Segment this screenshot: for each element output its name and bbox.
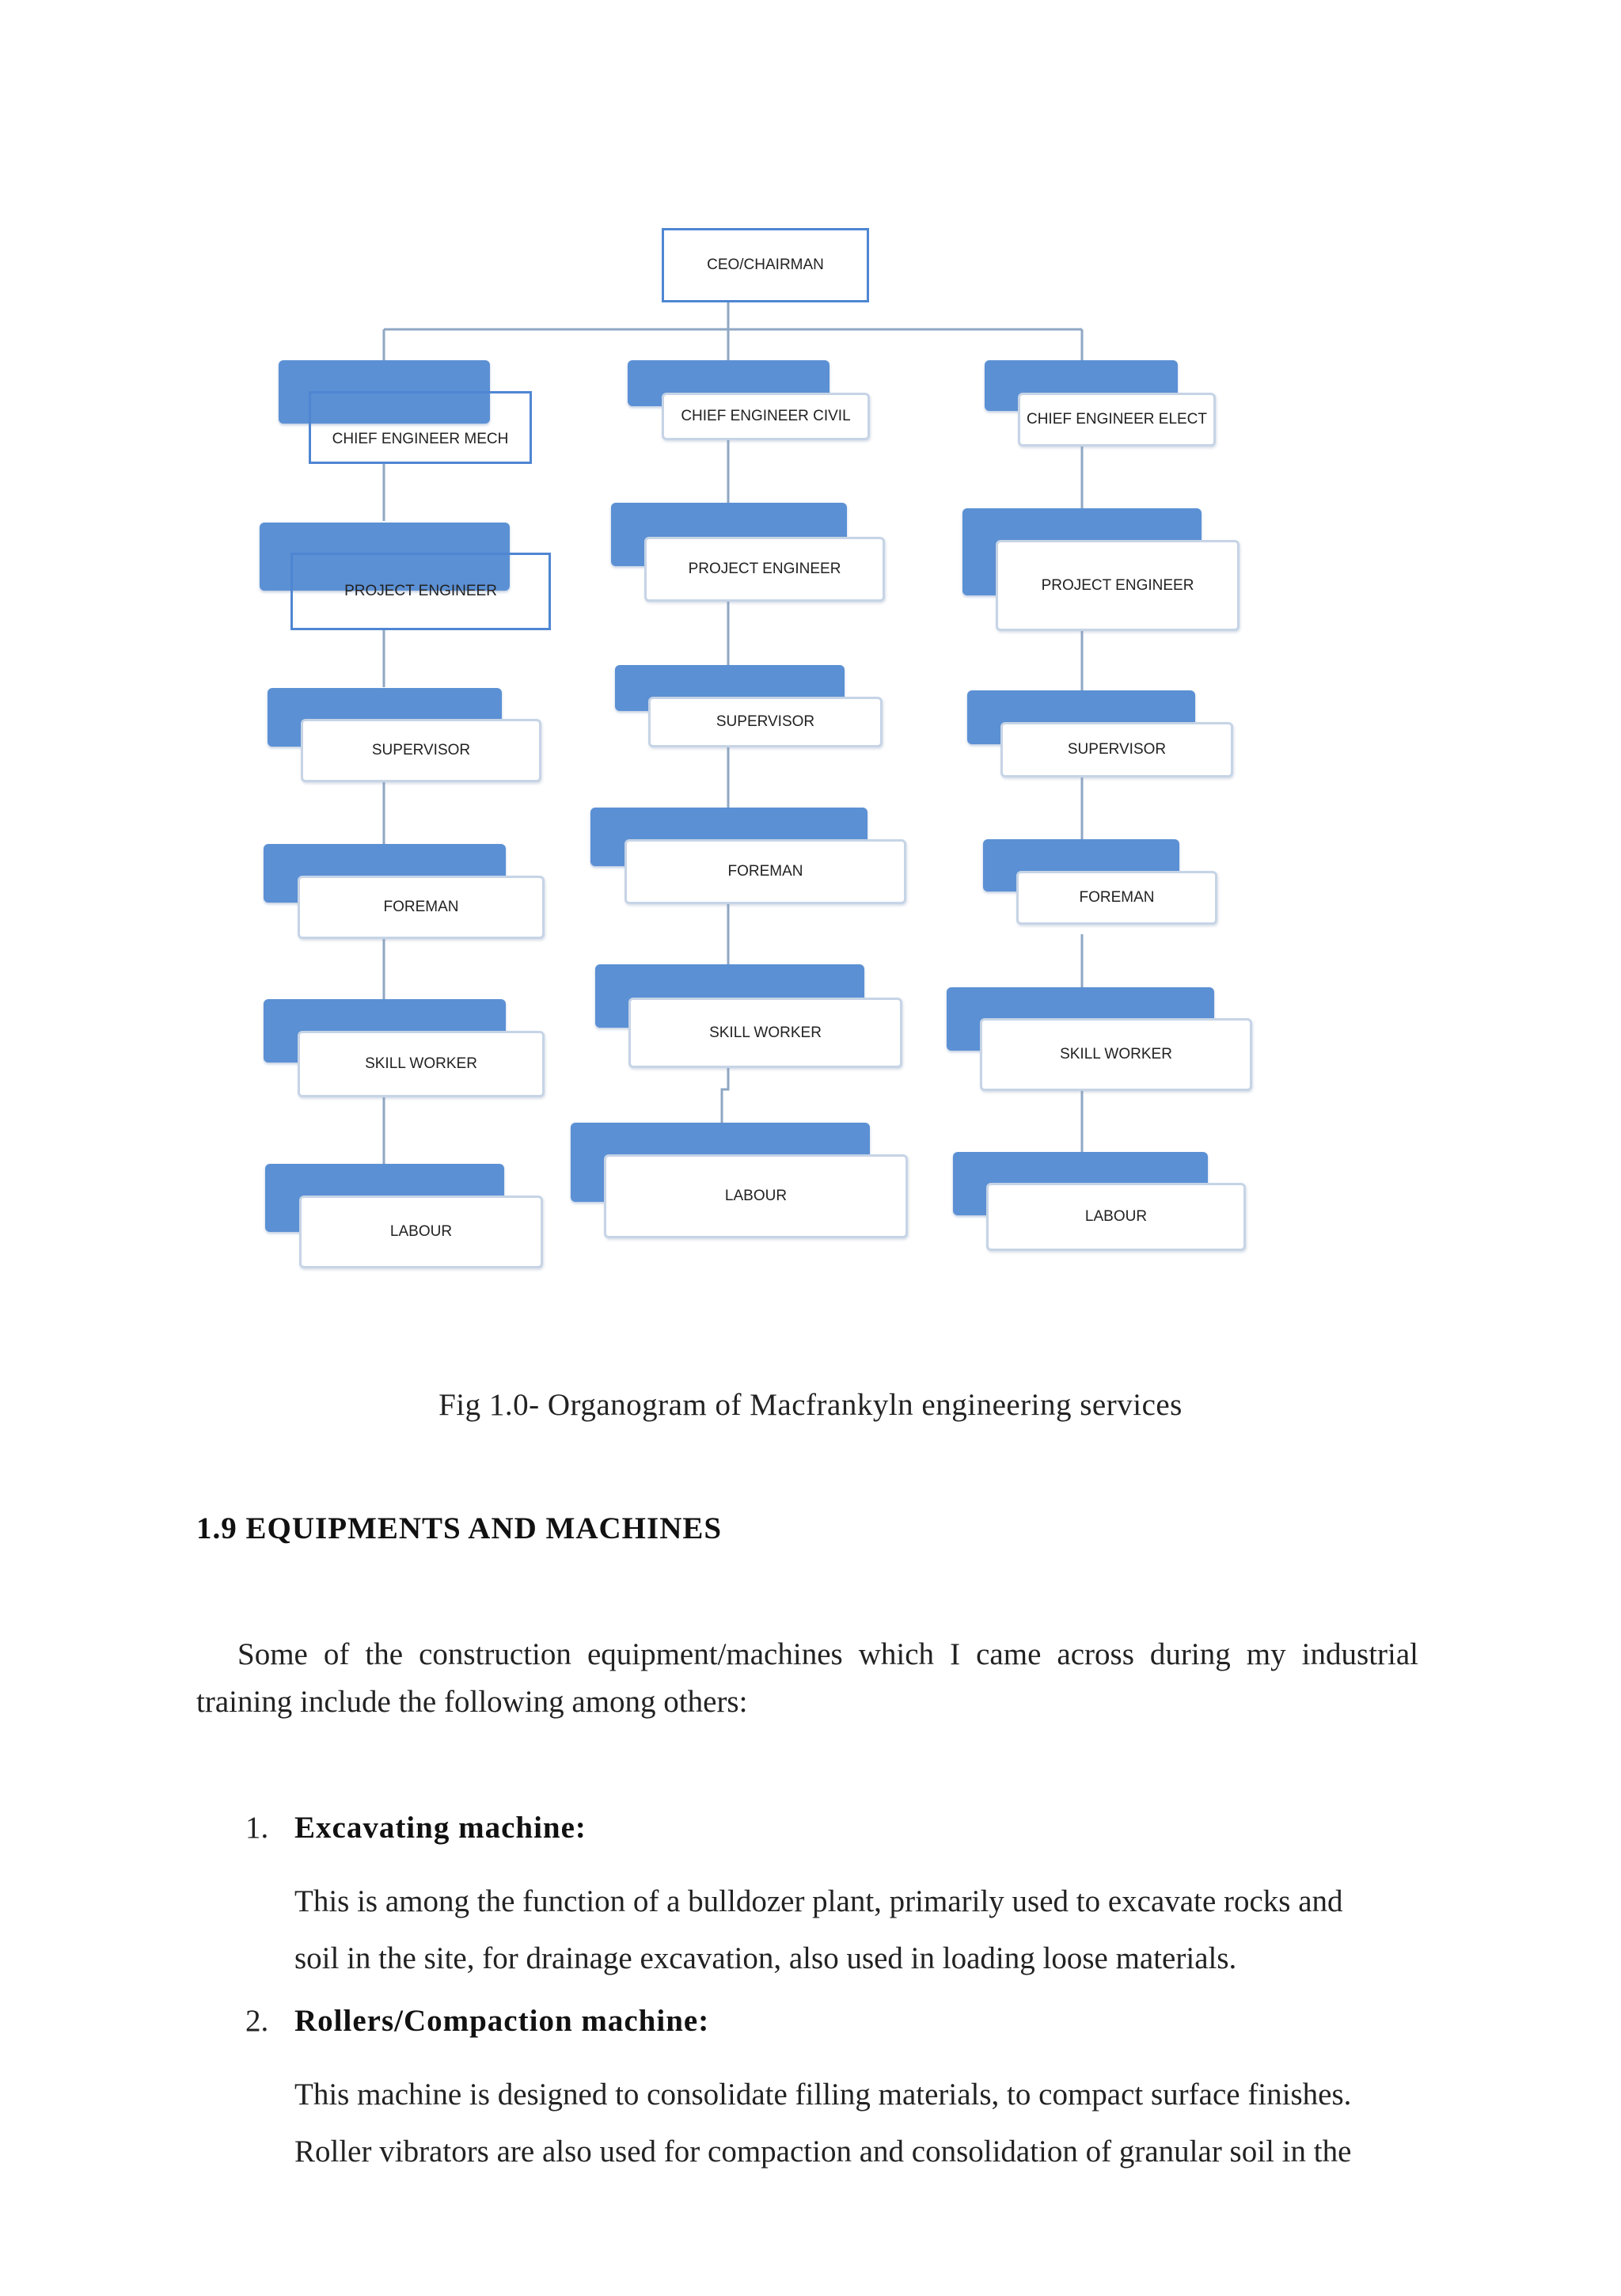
civil-project-engineer-label: PROJECT ENGINEER	[688, 561, 841, 577]
civil-skill-worker-node	[628, 998, 902, 1068]
ceo-label: CEO/CHAIRMAN	[707, 257, 824, 273]
elect-skill-worker-label: SKILL WORKER	[1060, 1046, 1172, 1062]
civil-foreman-label: FOREMAN	[727, 863, 803, 880]
civil-supervisor-node	[648, 697, 883, 747]
chief-engineer-mech-node	[309, 391, 532, 464]
mech-project-engineer-label: PROJECT ENGINEER	[344, 583, 497, 599]
mech-skill-worker-label: SKILL WORKER	[365, 1055, 477, 1072]
civil-supervisor-label: SUPERVISOR	[716, 713, 815, 730]
ceo-node	[662, 228, 869, 302]
elect-foreman-label: FOREMAN	[1079, 889, 1155, 906]
elect-skill-worker-node	[980, 1018, 1252, 1091]
elect-supervisor-label: SUPERVISOR	[1067, 741, 1167, 758]
civil-labour-label: LABOUR	[724, 1188, 788, 1204]
mech-foreman-node	[298, 876, 545, 939]
mech-labour-label: LABOUR	[389, 1223, 453, 1240]
list-item-1-line-2: soil in the site, for drainage excavation, also used in loading loose materials.	[294, 1941, 1237, 1975]
figure-caption: Fig 1.0- Organogram of Macfrankyln engineering services	[438, 1388, 1183, 1422]
mech-supervisor-node	[301, 719, 541, 782]
elect-labour-label: LABOUR	[1084, 1208, 1148, 1225]
civil-skill-worker-label: SKILL WORKER	[709, 1024, 822, 1041]
mech-project-engineer-node	[290, 553, 551, 630]
elect-supervisor-node	[1000, 722, 1233, 777]
intro-text: Some of the construction equipment/machines which I came across during my industrial training include the following among others:	[196, 1637, 1418, 1719]
elect-foreman-node	[1016, 871, 1217, 925]
mech-supervisor-label: SUPERVISOR	[371, 742, 471, 758]
list-item-2-title: Rollers/Compaction machine:	[294, 2004, 710, 2038]
mech-labour-node	[299, 1196, 543, 1268]
elect-labour-node	[986, 1183, 1246, 1251]
elect-project-engineer-node	[996, 540, 1239, 631]
section-heading: 1.9 EQUIPMENTS AND MACHINES	[196, 1511, 723, 1545]
mech-skill-worker-node	[298, 1031, 545, 1097]
list-item-1-body	[294, 1873, 1434, 1987]
chief-engineer-elect-node	[1018, 393, 1216, 447]
chief-engineer-civil-label: CHIEF ENGINEER CIVIL	[681, 408, 851, 424]
chief-engineer-mech-label: CHIEF ENGINEER MECH	[332, 431, 509, 447]
civil-foreman-node	[624, 839, 906, 904]
elect-project-engineer-label: PROJECT ENGINEER	[1041, 576, 1194, 594]
list-item-1-number: 1.	[245, 1811, 269, 1845]
chief-engineer-civil-node	[662, 393, 870, 440]
civil-project-engineer-node	[644, 537, 885, 602]
list-item-2-line-1: This machine is designed to consolidate filling materials, to compact surface finishes.	[294, 2077, 1352, 2112]
chief-engineer-elect-label: CHIEF ENGINEER ELECT	[1026, 411, 1208, 428]
list-item-1-line-1: This is among the function of a bulldozer plant, primarily used to excavate rocks and	[294, 1884, 1343, 1918]
list-item-2-line-2: Roller vibrators are also used for compaction and consolidation of granular soil in the	[294, 2134, 1352, 2169]
list-item-2-number: 2.	[245, 2004, 269, 2038]
civil-labour-node	[604, 1154, 908, 1238]
list-item-1-title: Excavating machine:	[294, 1811, 587, 1845]
mech-foreman-label: FOREMAN	[383, 899, 459, 915]
list-item-2-body	[294, 2066, 1434, 2180]
intro-paragraph	[196, 1631, 1418, 1726]
